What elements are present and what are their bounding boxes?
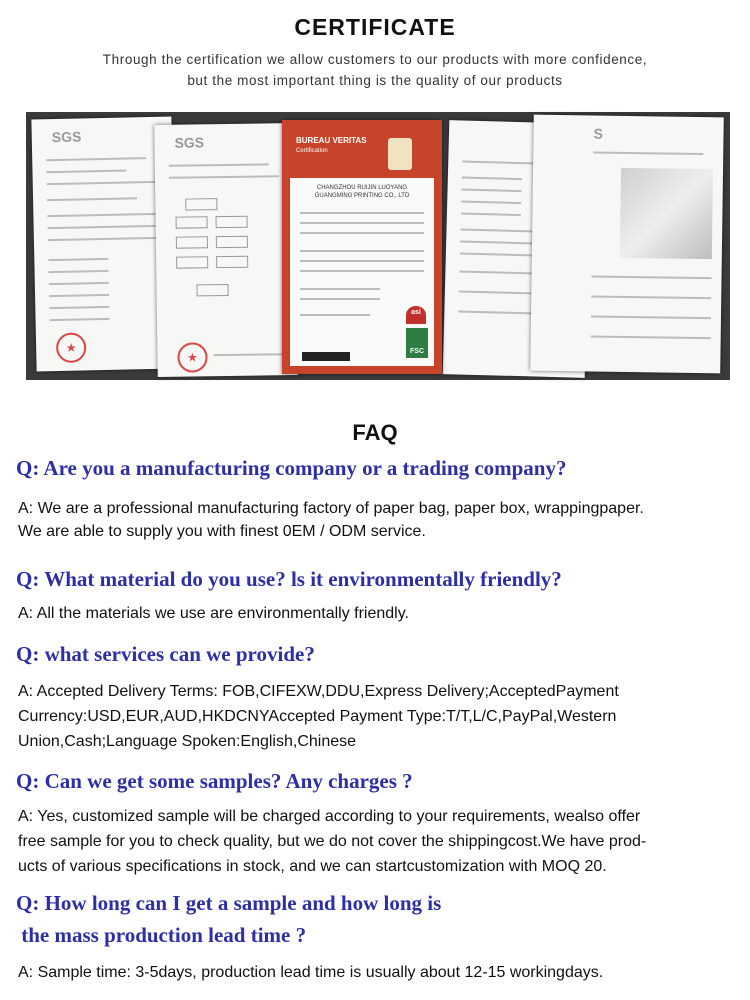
certificate-collage (26, 112, 730, 380)
faq-question-3: Q: what services can we provide? (16, 642, 315, 666)
red-stamp-icon: ★ (177, 342, 207, 372)
fsc-certificate (282, 120, 442, 374)
paper-sample-photo (620, 168, 713, 259)
faq-answer-3-line-1: A: Accepted Delivery Terms: FOB,CIFEXW,DDU,Express Delivery;AcceptedPayment (18, 683, 619, 700)
certifier-brand: BUREAU VERITAS (296, 136, 367, 145)
faq-question-5-line-2: the mass production lead time ? (16, 923, 307, 947)
subtitle-line-1: Through the certification we allow customers to our products with more confidence, (102, 52, 648, 67)
certifier-seal-icon (388, 138, 412, 170)
faq-question-5-line-1: Q: How long can I get a sample and how long is (16, 891, 442, 915)
sgs-certificate-second (154, 123, 298, 377)
red-stamp-icon: ★ (56, 332, 87, 363)
faq-title: FAQ (352, 420, 398, 445)
certificate-company-name: CHANGZHOU RUIJIN LUOYANG GUANGMING PRINTING CO., LTD (314, 185, 410, 199)
faq-answer-3-line-2: Currency:USD,EUR,AUD,HKDCNYAccepted Payment Type:T/T,L/C,PayPal,Western (18, 708, 617, 725)
faq-answer-4-line-1: A: Yes, customized sample will be charged according to your requirements, wealso offer (18, 808, 641, 825)
faq-question-4: Q: Can we get some samples? Any charges ? (16, 769, 413, 793)
barcode-icon (302, 352, 350, 361)
faq-question-2: Q: What material do you use? ls it environmentally friendly? (16, 567, 562, 591)
page-title: CERTIFICATE (294, 14, 456, 40)
material-report-far-right (530, 115, 724, 374)
faq-answer-4-line-2: free sample for you to check quality, but we do not cover the shippingcost.We have prod- (18, 833, 647, 850)
sgs-logo: S (593, 125, 603, 142)
faq-answer-1-line-1: A: We are a professional manufacturing factory of paper bag, paper box, wrappingpaper. (18, 500, 644, 517)
sgs-logo: SGS (51, 128, 82, 146)
faq-answer-5-line-1: A: Sample time: 3-5days, production lead time is usually about 12-15 workingdays. (18, 964, 604, 981)
faq-answer-3-line-3: Union,Cash;Language Spoken:English,Chinese (18, 733, 357, 750)
asi-logo-icon: asi (406, 306, 426, 324)
sgs-logo: SGS (174, 134, 205, 151)
faq-answer-2-line-1: A: All the materials we use are environmentally friendly. (18, 605, 409, 622)
faq-question-1: Q: Are you a manufacturing company or a trading company? (16, 456, 567, 480)
faq-answer-4-line-3: ucts of various specifications in stock, and we can startcustomization with MOQ 20. (18, 858, 607, 875)
faq-answer-1-line-2: We are able to supply you with finest 0EM / ODM service. (18, 523, 426, 540)
fsc-logo-icon: FSC (406, 328, 428, 358)
certifier-brand-sub: Certification (296, 148, 328, 154)
subtitle-line-2: but the most important thing is the quality of our products (187, 73, 563, 88)
